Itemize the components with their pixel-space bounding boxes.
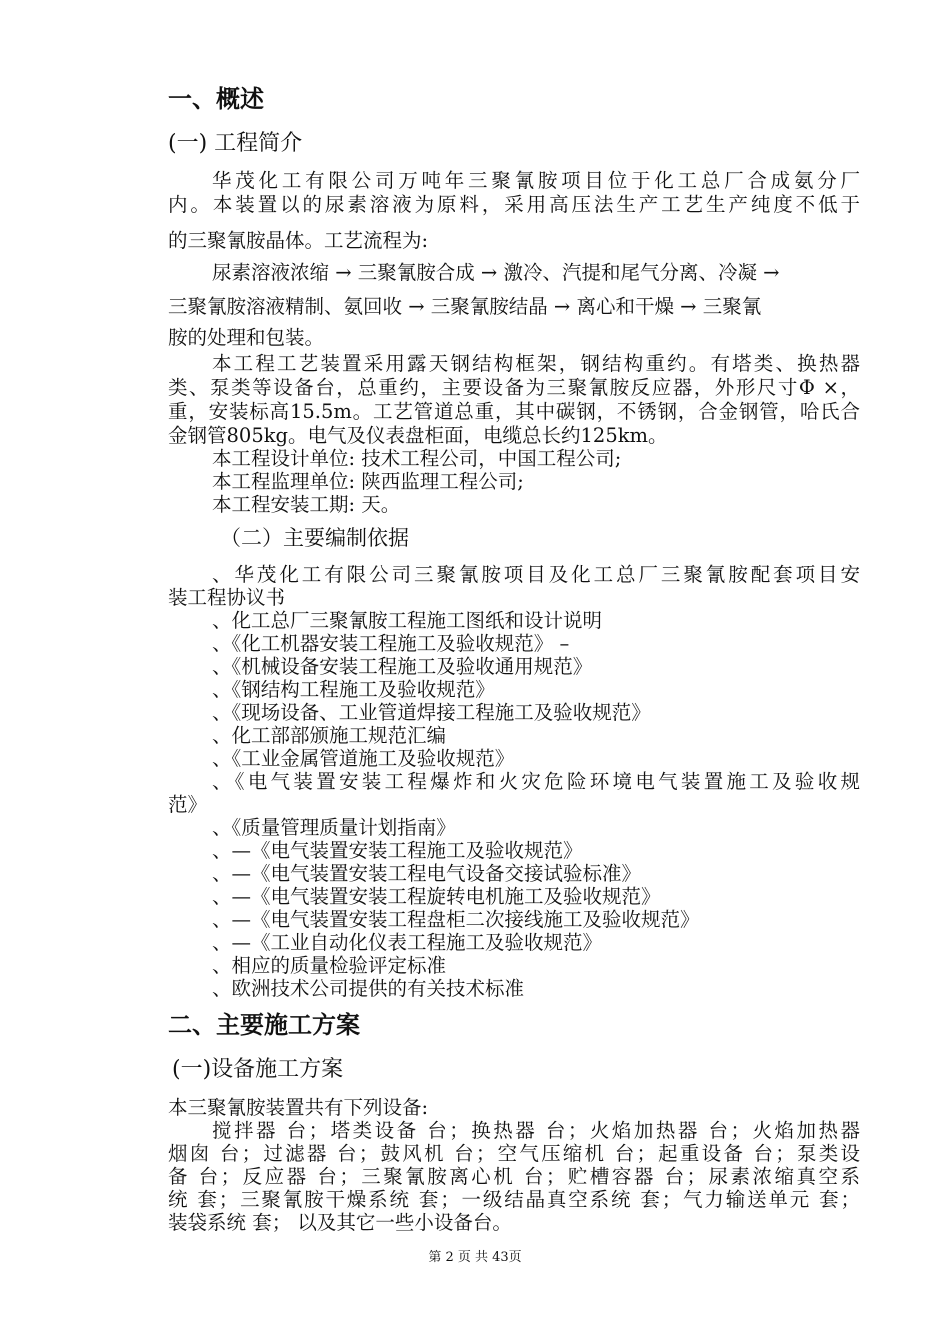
basis-item-continuation: 装工程协议书 <box>168 586 286 609</box>
basis-item: 、化工部部颁施工规范汇编 <box>212 724 447 747</box>
paragraph-line: 华茂化工有限公司万吨年三聚氰胺项目位于化工总厂合成氨分厂 <box>212 169 860 192</box>
equipment-intro: 本三聚氰胺装置共有下列设备: <box>168 1096 429 1119</box>
basis-item: 、《工业金属管道施工及验收规范》 <box>212 747 515 770</box>
basis-item: 、—《电气装置安装工程盘柜二次接线施工及验收规范》 <box>212 908 700 931</box>
basis-item-continuation: 范》 <box>168 793 208 816</box>
process-flow-line: 三聚氰胺溶液精制、氨回收 → 三聚氰胺结晶 → 离心和干燥 → 三聚氰 <box>168 295 762 318</box>
basis-item: 、华茂化工有限公司三聚氰胺项目及化工总厂三聚氰胺配套项目安 <box>212 563 860 586</box>
paragraph-line: 重，安装标高15.5m。工艺管道总重，其中碳钢，不锈钢，合金钢管，哈氏合 <box>168 400 860 423</box>
page-footer: 第 2 页 共 43页 <box>428 1250 522 1265</box>
basis-item: 、化工总厂三聚氰胺工程施工图纸和设计说明 <box>212 609 603 632</box>
basis-item: 、《电气装置安装工程爆炸和火灾危险环境电气装置施工及验收规 <box>212 770 860 793</box>
subsection-project-intro-heading: (一) 工程简介 <box>168 131 303 156</box>
paragraph-line: 的三聚氰胺晶体。工艺流程为: <box>168 229 429 252</box>
paragraph-line: 金钢管805kg。电气及仪表盘柜面，电缆总长约125km。 <box>168 424 668 447</box>
basis-item: 、—《电气装置安装工程施工及验收规范》 <box>212 839 583 862</box>
equipment-line: 搅拌器 台；塔类设备 台；换热器 台；火焰加热器 台；火焰加热器 <box>212 1119 860 1142</box>
basis-item: 、—《电气装置安装工程电气设备交接试验标准》 <box>212 862 642 885</box>
basis-item: 、欧洲技术公司提供的有关技术标准 <box>212 977 525 1000</box>
paragraph-line: 类、泵类等设备台，总重约，主要设备为三聚氰胺反应器，外形尺寸Φ ×， <box>168 376 860 399</box>
installation-duration: 本工程安装工期: 天。 <box>212 493 401 516</box>
basis-item: 、《现场设备、工业管道焊接工程施工及验收规范》 <box>212 701 651 724</box>
basis-item: 、《机械设备安装工程施工及验收通用规范》 <box>212 655 593 678</box>
subsection-equipment-heading: (一)设备施工方案 <box>172 1057 344 1082</box>
basis-item: 、《质量管理质量计划指南》 <box>212 816 456 839</box>
section-1-heading: 一、概述 <box>168 85 264 113</box>
design-unit: 本工程设计单位: 技术工程公司，中国工程公司; <box>212 447 622 470</box>
paragraph-line: 内。本装置以的尿素溶液为原料，采用高压法生产工艺生产纯度不低于 <box>168 193 860 216</box>
section-2-heading: 二、主要施工方案 <box>168 1011 360 1039</box>
basis-item: 、《化工机器安装工程施工及验收规范》 – <box>212 632 570 655</box>
basis-item: 、—《电气装置安装工程旋转电机施工及验收规范》 <box>212 885 661 908</box>
equipment-line: 烟囱 台；过滤器 台；鼓风机 台；空气压缩机 台；起重设备 台；泵类设 <box>168 1142 860 1165</box>
basis-item: 、《钢结构工程施工及验收规范》 <box>212 678 495 701</box>
equipment-line: 备 台；反应器 台；三聚氰胺离心机 台；贮槽容器 台；尿素浓缩真空系 <box>168 1165 860 1188</box>
equipment-line: 装袋系统 套； 以及其它一些小设备台。 <box>168 1211 512 1234</box>
paragraph-line: 本工程工艺装置采用露天钢结构框架，钢结构重约。有塔类、换热器 <box>212 352 860 375</box>
equipment-line: 统 套；三聚氰胺干燥系统 套；一级结晶真空系统 套；气力输送单元 套； <box>168 1188 860 1211</box>
process-flow-line: 胺的处理和包装。 <box>168 326 325 349</box>
basis-item: 、—《工业自动化仪表工程施工及验收规范》 <box>212 931 603 954</box>
subsection-basis-heading: （二）主要编制依据 <box>220 526 409 550</box>
process-flow-line: 尿素溶液浓缩 → 三聚氰胺合成 → 激冷、汽提和尾气分离、冷凝 → <box>212 261 780 284</box>
basis-item: 、相应的质量检验评定标准 <box>212 954 447 977</box>
supervision-unit: 本工程监理单位: 陕西监理工程公司; <box>212 470 524 493</box>
